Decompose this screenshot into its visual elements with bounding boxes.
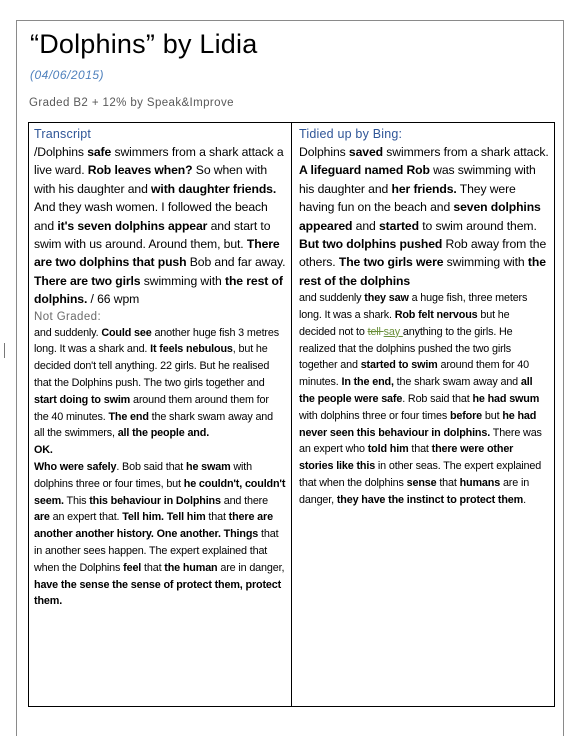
- text-run: They were having fun on the beach and: [299, 181, 516, 215]
- bold-text-run: he had never seen this behaviour in dolphins.: [299, 409, 537, 439]
- text-run: and there: [220, 494, 268, 507]
- text-run: swimmers from a shark attack a live ward.: [34, 145, 284, 178]
- text-run: swimming with: [140, 273, 225, 288]
- text-run: the shark swam away and: [393, 376, 521, 389]
- bold-text-run: The end: [108, 410, 149, 423]
- text-run: the shark swam away and all the swimmers,: [34, 410, 274, 440]
- text-run: There was an expert who: [299, 426, 542, 456]
- text-run: around them for 40 minutes.: [299, 359, 530, 389]
- text-run: This: [63, 494, 90, 507]
- text-run: Bob and far away.: [186, 255, 286, 270]
- bold-text-run: started to swim: [360, 359, 438, 372]
- text-run: that in another sees happen. The expert explained that when the Dolphins: [34, 528, 279, 574]
- tidied-heading: Tidied up by Bing:: [299, 127, 403, 141]
- bold-text-run: There are two girls: [34, 273, 141, 288]
- tidied-continued-text: [299, 290, 549, 508]
- bold-text-run: her friends.: [391, 181, 457, 196]
- inserted-word: say: [383, 325, 403, 338]
- bold-text-run: In the end,: [341, 376, 394, 389]
- text-run: that: [205, 511, 229, 524]
- bold-text-run: this behaviour in Dolphins: [89, 494, 221, 507]
- bold-text-run: started: [379, 218, 419, 233]
- text-run: with dolphins three or four times: [299, 409, 450, 422]
- text-run: . Bob said that: [116, 461, 186, 474]
- not-graded-label: Not Graded:: [34, 310, 102, 323]
- text-run: another huge fish 3 metres long. It was a shark and.: [34, 326, 279, 356]
- text-run: and suddenly.: [34, 326, 102, 339]
- text-run: , but he decided don't tell anything. 22 girls. But he realised that the Dolphins push. The two girls together and: [34, 343, 270, 390]
- bold-text-run: OK.: [34, 444, 53, 457]
- text-run: And they wash women. I followed the beach and: [34, 200, 268, 233]
- bold-text-run: Who were safely: [34, 461, 117, 474]
- bold-text-run: all the people and.: [117, 427, 210, 440]
- bold-text-run: Rob leaves when?: [87, 163, 193, 178]
- text-run: that: [436, 477, 460, 490]
- document-date: (04/06/2015): [30, 68, 105, 82]
- bold-text-run: are: [34, 511, 50, 524]
- bold-text-run: it's seven dolphins appear: [57, 218, 208, 233]
- ungraded-transcript-text: [34, 325, 286, 611]
- text-run: that: [408, 443, 432, 456]
- text-run: anything to the girls. He realized that the dolphins pushed the two girls together and: [299, 325, 513, 372]
- bold-text-run: It feels nebulous: [150, 343, 233, 356]
- tidied-text-part: [299, 326, 542, 506]
- bold-text-run: he swam: [186, 461, 231, 474]
- tidied-column: [292, 123, 554, 706]
- text-run: are in danger,: [299, 477, 530, 506]
- deleted-word: tell: [367, 325, 384, 338]
- text-run: that: [141, 561, 165, 574]
- bold-text-run: sense: [406, 477, 437, 490]
- bold-text-run: Tell him. Tell him: [122, 511, 206, 524]
- bold-text-run: There are two dolphins that push: [34, 237, 280, 270]
- graded-transcript-text: [34, 143, 286, 309]
- bold-text-run: Could see: [101, 326, 152, 339]
- margin-mark: [4, 343, 5, 358]
- bold-text-run: with daughter friends.: [151, 181, 277, 196]
- bold-text-run: the rest of the dolphins: [299, 255, 546, 288]
- text-run: Rob away from the others.: [299, 237, 547, 270]
- text-run: with dolphins three or four times, but: [34, 461, 253, 490]
- text-run: but: [482, 409, 503, 422]
- text-run: /Dolphins: [34, 145, 88, 159]
- document-title: “Dolphins” by Lidia: [30, 29, 258, 59]
- bold-text-run: saved: [348, 145, 383, 159]
- text-run: to swim around them.: [418, 218, 537, 233]
- text-run: around them around them for the 40 minutes.: [34, 393, 269, 423]
- bold-text-run: told him: [367, 443, 409, 456]
- text-run: and start to swim with us around. Around them, but.: [34, 218, 271, 252]
- text-run: but he decided not to: [299, 309, 510, 338]
- bold-text-run: all the people were safe: [299, 376, 533, 406]
- transcript-heading: Transcript: [34, 127, 92, 141]
- bold-text-run: the human: [164, 561, 218, 574]
- bold-text-run: safe: [87, 145, 112, 159]
- bold-text-run: he couldn't, couldn't seem.: [34, 477, 286, 507]
- bold-text-run: the rest of dolphins.: [34, 273, 283, 307]
- grade-line: Graded B2 + 12% by Speak&Improve: [29, 97, 234, 109]
- bold-text-run: there were other stories like this: [299, 443, 514, 473]
- text-run: swimming with: [443, 255, 528, 270]
- text-run: and suddenly: [299, 292, 365, 305]
- text-run: swimmers from a shark attack.: [382, 145, 549, 159]
- transcript-column: [29, 123, 292, 706]
- text-run: an expert that.: [49, 511, 123, 524]
- text-run: in other seas. The expert explained that when the dolphins: [299, 460, 542, 490]
- bold-text-run: start doing to swim: [34, 393, 131, 406]
- document-page: [16, 20, 564, 736]
- text-run: Dolphins: [299, 145, 349, 159]
- tidied-main-text: [299, 143, 549, 290]
- text-run: / 66 wpm: [87, 292, 140, 307]
- bold-text-run: he had swum: [472, 393, 540, 406]
- bold-text-run: But two dolphins pushed: [299, 237, 443, 252]
- text-run: . Rob said that: [402, 393, 473, 406]
- bold-text-run: Rob felt nervous: [394, 309, 478, 322]
- bold-text-run: there are another another history. One another. Things: [34, 511, 273, 541]
- bold-text-run: have the sense the sense of protect them, protect them.: [34, 578, 282, 608]
- bold-text-run: before: [449, 409, 483, 422]
- bold-text-run: humans: [459, 477, 501, 490]
- text-run: .: [523, 493, 526, 506]
- bold-text-run: feel: [123, 561, 142, 574]
- text-run: are in danger,: [217, 561, 285, 574]
- comparison-table: [28, 122, 555, 707]
- text-run: and: [352, 218, 379, 233]
- bold-text-run: The two girls were: [338, 255, 444, 270]
- text-run: So when with with his daughter and: [34, 163, 268, 196]
- bold-text-run: they saw: [364, 292, 409, 305]
- text-run: a huge fish, three meters long. It was a shark.: [299, 292, 528, 322]
- bold-text-run: A lifeguard named Rob: [299, 163, 430, 178]
- bold-text-run: seven dolphins appeared: [299, 200, 541, 233]
- bold-text-run: they have the instinct to protect them: [336, 493, 524, 506]
- text-run: was swimming with his daughter and: [299, 163, 536, 196]
